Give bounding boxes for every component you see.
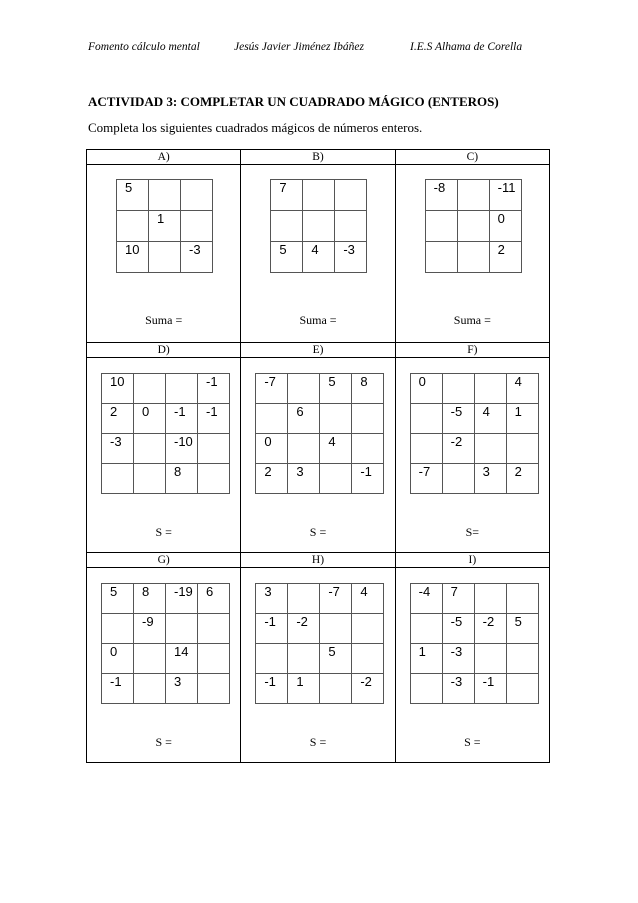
magic-square-cell[interactable]: -2 — [474, 614, 506, 644]
exercise-label: H) — [241, 553, 395, 568]
page-header — [88, 41, 558, 55]
magic-square-cell[interactable]: 2 — [102, 404, 134, 434]
instructions: Completa los siguientes cuadrados mágicos de números enteros. — [88, 120, 423, 135]
magic-square-cell[interactable] — [442, 374, 474, 404]
magic-square-cell[interactable] — [198, 674, 230, 704]
exercise-label: B) — [241, 150, 395, 165]
magic-square-cell[interactable]: -9 — [134, 614, 166, 644]
header-center: Jesús Javier Jiménez Ibáñez — [234, 41, 364, 53]
magic-square-cell[interactable]: 1 — [410, 644, 442, 674]
sum-label: S = — [464, 735, 481, 749]
exercise-label: G) — [87, 553, 241, 568]
magic-square-cell[interactable] — [303, 211, 335, 242]
sum-label: Suma = — [453, 313, 491, 327]
exercise-label: I) — [395, 553, 549, 568]
magic-square-cell[interactable]: -3 — [181, 242, 213, 273]
magic-square-cell[interactable] — [506, 674, 538, 704]
magic-square — [410, 583, 539, 704]
exercise-cell — [87, 165, 241, 343]
magic-square — [270, 179, 367, 273]
magic-square — [255, 373, 384, 494]
header-left: Fomento cálculo mental — [88, 41, 200, 53]
exercise-cell — [241, 568, 395, 763]
magic-square-cell[interactable] — [117, 211, 149, 242]
magic-square-cell[interactable]: 2 — [256, 464, 288, 494]
magic-square-cell[interactable]: 3 — [474, 464, 506, 494]
header-right: I.E.S Alhama de Corella — [410, 41, 523, 53]
magic-square-cell[interactable]: -2 — [352, 674, 384, 704]
exercise-cell — [87, 358, 241, 553]
magic-square — [410, 373, 539, 494]
exercise-label: A) — [87, 150, 241, 165]
sum-label: S = — [309, 525, 327, 539]
exercise-label: D) — [87, 343, 241, 358]
exercise-label: C) — [395, 150, 549, 165]
magic-square-cell[interactable]: 4 — [320, 434, 352, 464]
magic-square-cell[interactable]: 6 — [288, 404, 320, 434]
magic-square-cell[interactable] — [166, 374, 198, 404]
magic-square-cell[interactable] — [134, 464, 166, 494]
magic-square — [101, 373, 230, 494]
sum-label: S = — [309, 735, 327, 749]
magic-square-cell[interactable]: -1 — [352, 464, 384, 494]
magic-square-cell[interactable]: 3 — [288, 464, 320, 494]
magic-square-cell[interactable] — [320, 404, 352, 434]
magic-square-cell[interactable] — [457, 242, 489, 273]
magic-square-cell[interactable]: 7 — [442, 584, 474, 614]
magic-square-cell[interactable] — [506, 644, 538, 674]
magic-square-cell[interactable]: -2 — [442, 434, 474, 464]
magic-square-cell[interactable]: 5 — [271, 242, 303, 273]
magic-square-cell[interactable]: 1 — [288, 674, 320, 704]
exercise-cell — [241, 358, 395, 553]
magic-square-cell[interactable]: -3 — [442, 674, 474, 704]
magic-square-cell[interactable] — [425, 211, 457, 242]
magic-square-cell[interactable] — [102, 614, 134, 644]
magic-square-cell[interactable] — [288, 374, 320, 404]
magic-square-cell[interactable] — [320, 674, 352, 704]
sum-label: S= — [465, 525, 480, 539]
magic-square-cell[interactable]: 3 — [256, 584, 288, 614]
magic-square-cell[interactable] — [442, 464, 474, 494]
magic-square-cell[interactable] — [506, 434, 538, 464]
magic-square-cell[interactable]: -3 — [335, 242, 367, 273]
magic-square-cell[interactable] — [134, 434, 166, 464]
magic-square-cell[interactable]: 10 — [102, 374, 134, 404]
magic-square-cell[interactable]: 10 — [117, 242, 149, 273]
magic-square-cell[interactable]: -7 — [256, 374, 288, 404]
magic-square-cell[interactable]: 6 — [198, 584, 230, 614]
magic-square-cell[interactable]: 8 — [134, 584, 166, 614]
magic-square-cell[interactable]: 7 — [271, 180, 303, 211]
magic-square-cell[interactable] — [256, 644, 288, 674]
magic-square-cell[interactable]: 2 — [489, 242, 521, 273]
magic-square-cell[interactable] — [410, 614, 442, 644]
magic-square-cell[interactable]: -1 — [166, 404, 198, 434]
magic-square-cell[interactable]: -8 — [425, 180, 457, 211]
magic-square-cell[interactable]: -1 — [198, 404, 230, 434]
magic-square-cell[interactable]: 1 — [506, 404, 538, 434]
magic-square-cell[interactable]: 0 — [256, 434, 288, 464]
exercise-cell — [395, 165, 549, 343]
magic-square-cell[interactable]: -2 — [288, 614, 320, 644]
magic-square-cell[interactable] — [102, 464, 134, 494]
magic-square — [425, 179, 522, 273]
magic-square-cell[interactable]: 8 — [352, 374, 384, 404]
magic-square-cell[interactable] — [134, 374, 166, 404]
magic-square-cell[interactable]: 5 — [117, 180, 149, 211]
magic-square-cell[interactable] — [198, 614, 230, 644]
magic-square-cell[interactable]: -7 — [410, 464, 442, 494]
magic-square-cell[interactable] — [474, 644, 506, 674]
magic-square — [101, 583, 230, 704]
magic-square-cell[interactable]: 3 — [166, 674, 198, 704]
magic-square-cell[interactable] — [271, 211, 303, 242]
magic-square-cell[interactable]: 2 — [506, 464, 538, 494]
magic-square-cell[interactable] — [410, 434, 442, 464]
magic-square-cell[interactable] — [288, 434, 320, 464]
magic-square-cell[interactable]: 0 — [489, 211, 521, 242]
magic-square-cell[interactable] — [352, 614, 384, 644]
magic-square-cell[interactable] — [352, 434, 384, 464]
exercise-label: E) — [241, 343, 395, 358]
magic-square-cell[interactable]: 5 — [320, 374, 352, 404]
magic-square-cell[interactable]: 5 — [102, 584, 134, 614]
magic-square-cell[interactable] — [303, 180, 335, 211]
magic-square-cell[interactable] — [288, 644, 320, 674]
exercise-cell — [241, 165, 395, 343]
magic-square-cell[interactable]: 0 — [134, 404, 166, 434]
magic-square-cell[interactable] — [256, 404, 288, 434]
magic-square-cell[interactable] — [134, 674, 166, 704]
magic-square-cell[interactable]: -5 — [442, 614, 474, 644]
magic-square-cell[interactable] — [474, 434, 506, 464]
magic-square-cell[interactable]: 8 — [166, 464, 198, 494]
magic-square-cell[interactable] — [149, 180, 181, 211]
sum-label: S = — [155, 525, 172, 539]
magic-square-cell[interactable]: 4 — [352, 584, 384, 614]
magic-square-cell[interactable] — [166, 614, 198, 644]
exercise-cell — [395, 358, 549, 553]
magic-square-cell[interactable]: -1 — [474, 674, 506, 704]
magic-square-cell[interactable] — [410, 404, 442, 434]
magic-square-cell[interactable]: -3 — [442, 644, 474, 674]
magic-square-cell[interactable]: -1 — [256, 674, 288, 704]
magic-square-cell[interactable] — [410, 674, 442, 704]
magic-square-cell[interactable]: -4 — [410, 584, 442, 614]
exercise-label: F) — [395, 343, 549, 358]
magic-square-cell[interactable]: -1 — [102, 674, 134, 704]
magic-square-cell[interactable] — [506, 584, 538, 614]
sum-label: Suma = — [299, 313, 337, 327]
magic-square-cell[interactable] — [457, 211, 489, 242]
magic-square-cell[interactable]: 1 — [149, 211, 181, 242]
magic-square-cell[interactable]: -7 — [320, 584, 352, 614]
magic-square-cell[interactable] — [198, 434, 230, 464]
magic-square — [255, 583, 384, 704]
sum-label: Suma = — [145, 313, 183, 327]
magic-square — [116, 179, 213, 273]
magic-square-cell[interactable] — [181, 180, 213, 211]
magic-square-cell[interactable] — [352, 644, 384, 674]
magic-square-cell[interactable] — [134, 644, 166, 674]
magic-square-cell[interactable] — [320, 614, 352, 644]
exercise-cell — [87, 568, 241, 763]
magic-square-cell[interactable] — [474, 374, 506, 404]
magic-square-cell[interactable]: 0 — [410, 374, 442, 404]
magic-square-cell[interactable]: 4 — [474, 404, 506, 434]
magic-square-cell[interactable]: -5 — [442, 404, 474, 434]
magic-square-cell[interactable] — [149, 242, 181, 273]
sum-label: S = — [155, 735, 172, 749]
magic-square-cell[interactable]: -1 — [198, 374, 230, 404]
magic-square-cell[interactable] — [198, 644, 230, 674]
magic-square-cell[interactable]: 4 — [506, 374, 538, 404]
magic-square-cell[interactable] — [474, 584, 506, 614]
exercise-cell — [395, 568, 549, 763]
magic-square-cell[interactable] — [425, 242, 457, 273]
magic-square-cell[interactable]: -3 — [102, 434, 134, 464]
magic-square-cell[interactable]: 5 — [320, 644, 352, 674]
magic-square-cell[interactable] — [352, 404, 384, 434]
magic-square-cell[interactable] — [288, 584, 320, 614]
magic-square-cell[interactable] — [181, 211, 213, 242]
activity-title: ACTIVIDAD 3: COMPLETAR UN CUADRADO MÁGICO (ENTEROS) — [88, 94, 499, 109]
magic-square-cell[interactable] — [335, 211, 367, 242]
magic-square-cell[interactable] — [457, 180, 489, 211]
magic-square-cell[interactable]: 5 — [506, 614, 538, 644]
magic-square-cell[interactable]: -10 — [166, 434, 198, 464]
magic-square-cell[interactable]: 14 — [166, 644, 198, 674]
magic-square-cell[interactable]: -1 — [256, 614, 288, 644]
magic-square-cell[interactable] — [320, 464, 352, 494]
magic-square-cell[interactable]: 4 — [303, 242, 335, 273]
magic-square-cell[interactable]: 0 — [102, 644, 134, 674]
magic-square-cell[interactable] — [198, 464, 230, 494]
exercise-table — [86, 149, 550, 763]
magic-square-cell[interactable]: -11 — [489, 180, 521, 211]
magic-square-cell[interactable] — [335, 180, 367, 211]
magic-square-cell[interactable]: -19 — [166, 584, 198, 614]
